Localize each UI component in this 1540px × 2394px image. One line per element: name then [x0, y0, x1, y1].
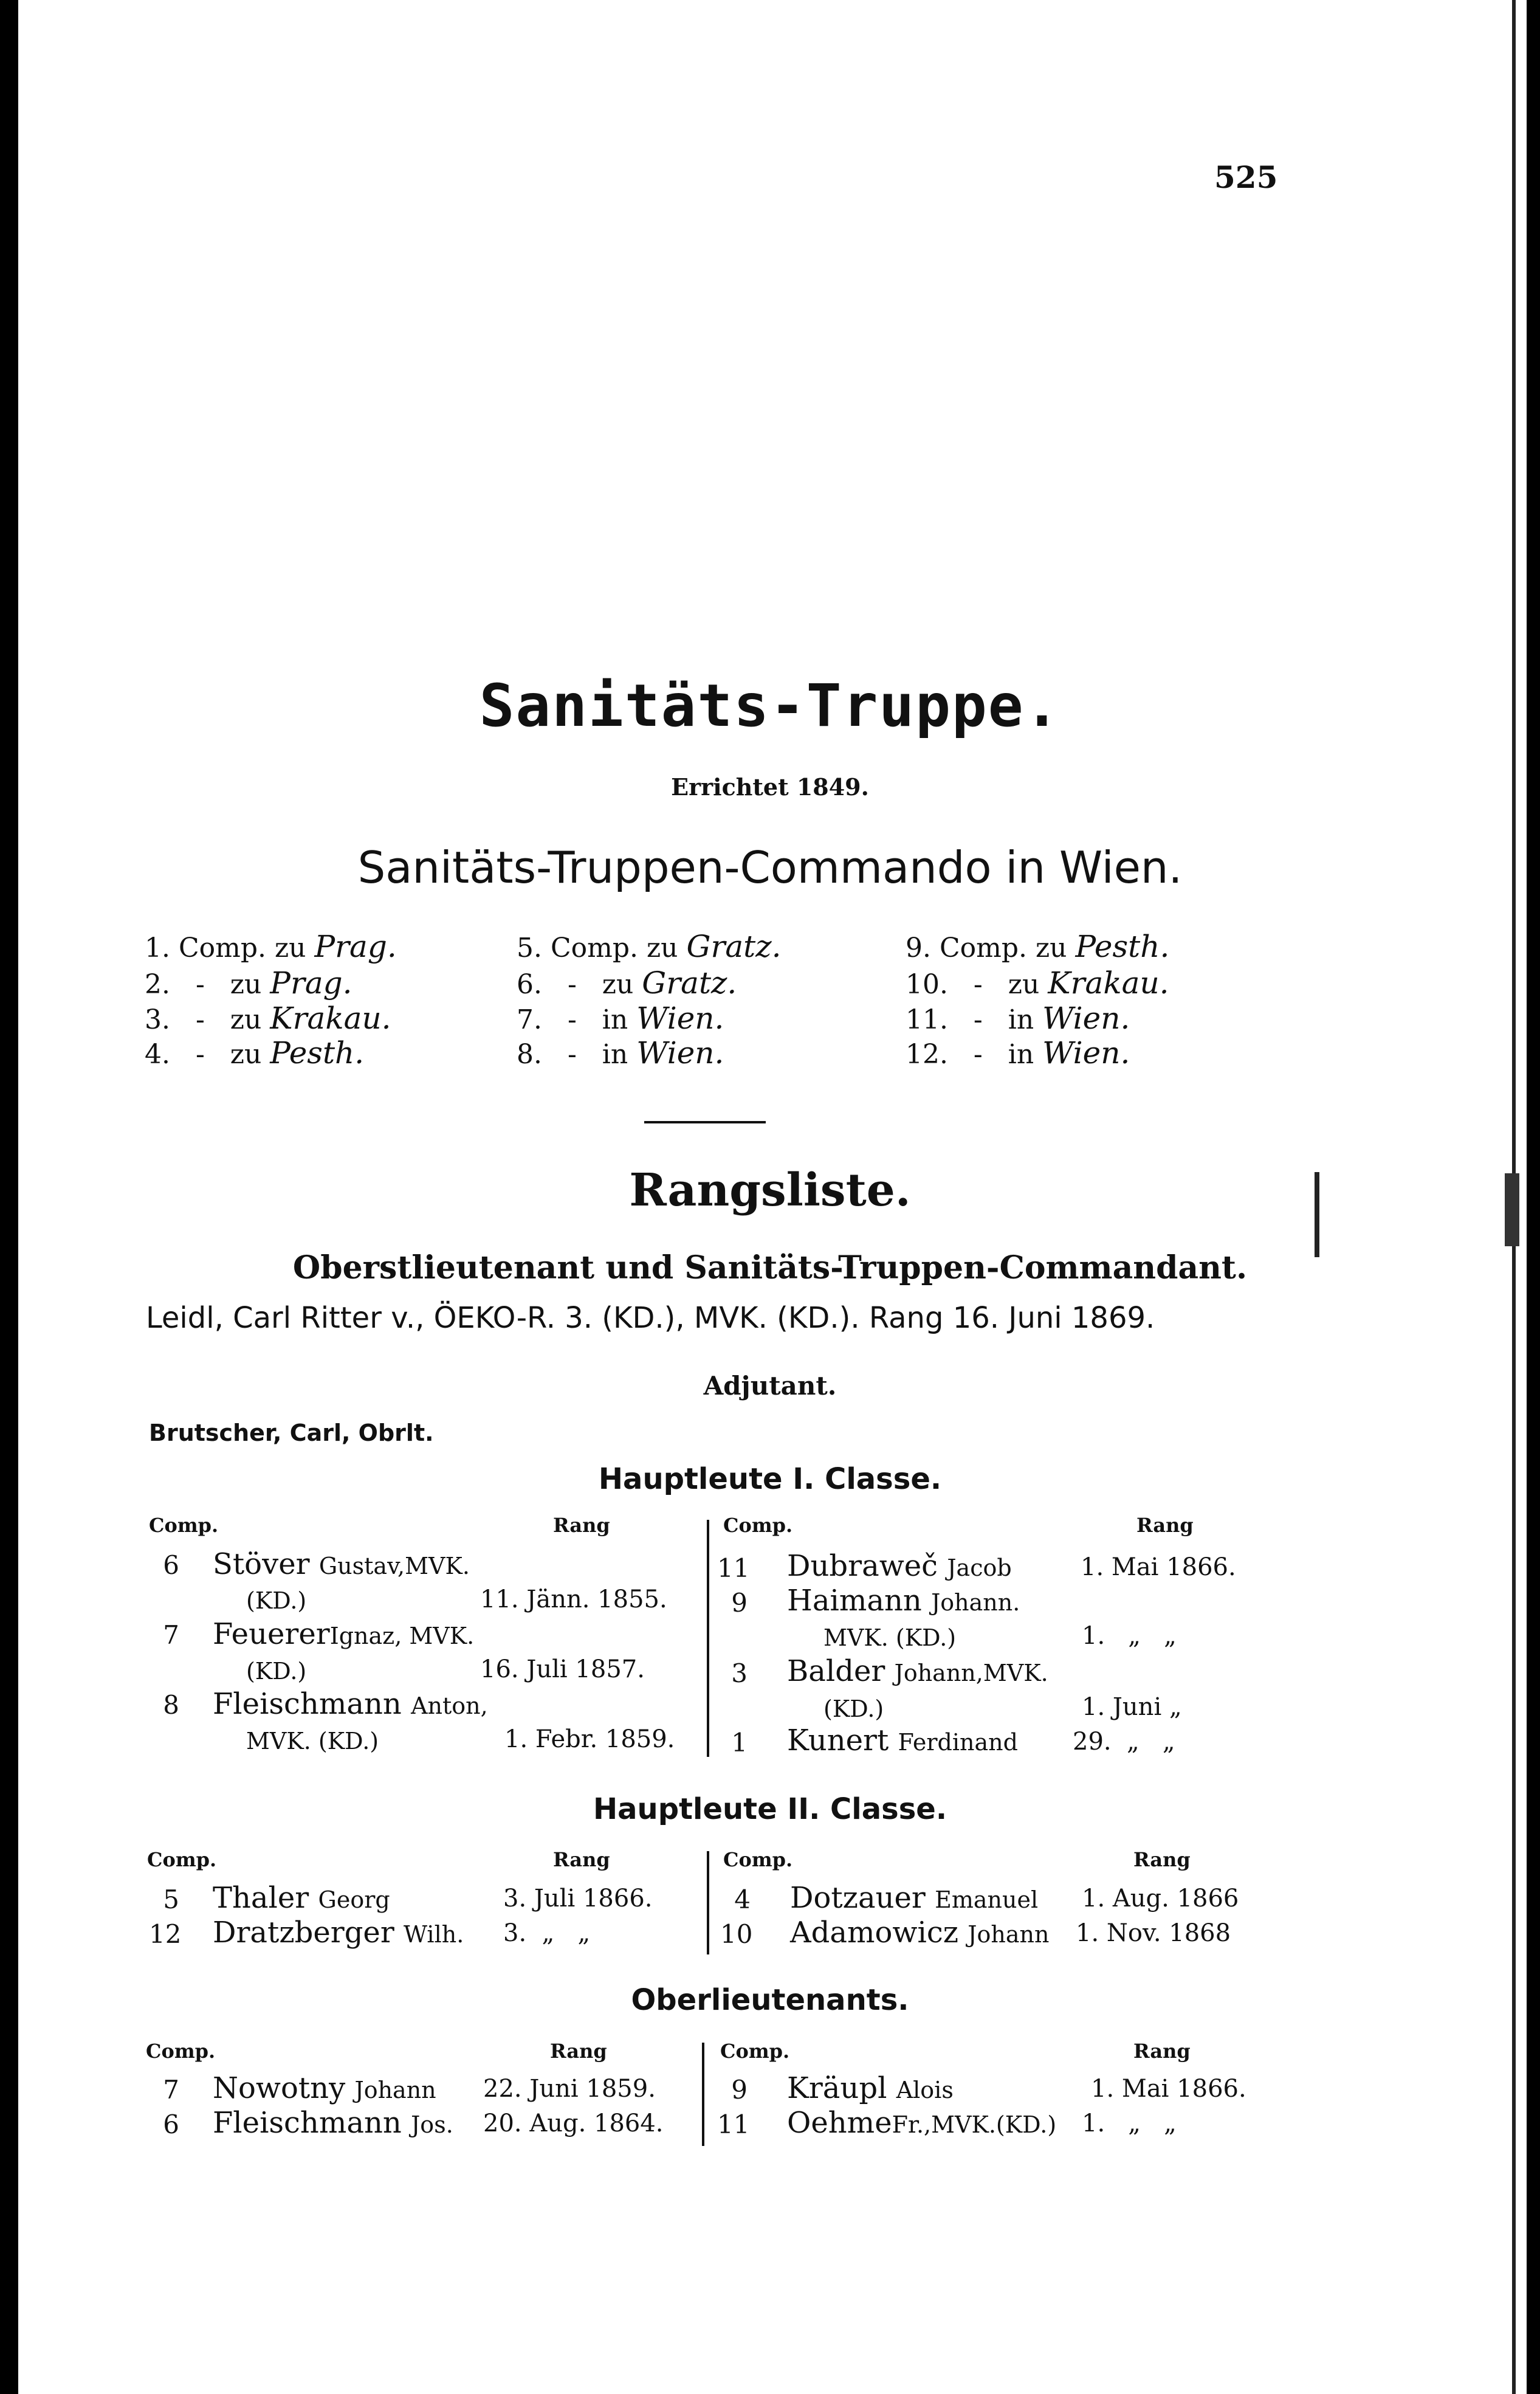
column-divider — [707, 1520, 709, 1757]
company-entry: 4. - zu Pesth. — [145, 1035, 365, 1071]
rang-column-header: Rang — [1136, 1514, 1194, 1537]
founded-note: Errichtet 1849. — [671, 773, 869, 801]
company-entry: 1. Comp. zu Prag. — [145, 929, 397, 964]
officer-name: Kunert Ferdinand — [787, 1723, 1018, 1758]
officer-name: Adamowicz Johann — [790, 1916, 1050, 1950]
rank-date: 16. Juli 1857. — [480, 1655, 645, 1683]
rank-date: 1. Mai 1866. — [1081, 1553, 1236, 1581]
company-entry: 5. Comp. zu Gratz. — [517, 929, 782, 964]
officer-name: Dratzberger Wilh. — [213, 1916, 464, 1950]
company-number: 6 — [163, 1550, 179, 1580]
company-number: 8 — [163, 1690, 179, 1720]
officer-name: Thaler Georg — [213, 1881, 390, 1915]
hauptleute-2-heading: Hauptleute II. Classe. — [593, 1792, 947, 1826]
comp-column-header: Comp. — [149, 1514, 219, 1537]
company-number: 12 — [149, 1919, 182, 1949]
column-divider — [707, 1851, 709, 1954]
company-entry: 2. - zu Prag. — [145, 965, 352, 1001]
rank-date: 3. „ „ — [503, 1919, 591, 1947]
officer-name: Fleischmann Anton, — [213, 1687, 488, 1721]
rank-date: 22. Juni 1859. — [483, 2075, 656, 2103]
rang-column-header: Rang — [553, 1848, 610, 1871]
company-number: 9 — [731, 1588, 748, 1618]
company-number: 5 — [163, 1885, 179, 1914]
rang-column-header: Rang — [1133, 1848, 1191, 1871]
rank-date: 29. „ „ — [1073, 1728, 1175, 1756]
officer-name: Kräupl Alois — [787, 2071, 954, 2105]
comp-column-header: Comp. — [720, 2040, 790, 2063]
rangsliste-heading: Rangsliste. — [629, 1164, 911, 1216]
officer-decoration: MVK. (KD.) — [823, 1624, 957, 1651]
officer-decoration: (KD.) — [246, 1587, 307, 1614]
company-entry: 11. - in Wien. — [906, 1001, 1130, 1036]
page-number: 525 — [1214, 159, 1278, 195]
section-divider — [644, 1121, 766, 1123]
company-number: 10 — [720, 1919, 753, 1949]
rank-date: 1. „ „ — [1082, 2109, 1177, 2137]
rank-date: 11. Jänn. 1855. — [480, 1585, 667, 1613]
company-number: 3 — [731, 1658, 748, 1688]
officer-name: Fleischmann Jos. — [213, 2106, 453, 2140]
rang-column-header: Rang — [553, 1514, 610, 1537]
company-number: 7 — [163, 1620, 179, 1650]
hauptleute-1-heading: Hauptleute I. Classe. — [598, 1462, 942, 1496]
officer-name: Dubraweč Jacob — [787, 1549, 1012, 1583]
adjutant-entry: Brutscher, Carl, Obrlt. — [149, 1419, 434, 1446]
officer-name: Dotzauer Emanuel — [790, 1881, 1039, 1915]
column-divider — [702, 2043, 704, 2146]
comp-column-header: Comp. — [147, 1848, 217, 1871]
adjutant-heading: Adjutant. — [703, 1371, 837, 1401]
rank-date: 3. Juli 1866. — [503, 1885, 653, 1913]
rank-date: 1. Juni „ — [1082, 1693, 1182, 1721]
company-entry: 10. - zu Krakau. — [906, 965, 1169, 1001]
company-entry: 8. - in Wien. — [517, 1035, 724, 1071]
officer-name: Nowotny Johann — [213, 2071, 436, 2105]
company-entry: 3. - zu Krakau. — [145, 1001, 391, 1036]
company-number: 1 — [731, 1728, 748, 1758]
officer-decoration: (KD.) — [246, 1658, 307, 1685]
officer-decoration: MVK. (KD.) — [246, 1728, 379, 1754]
company-number: 9 — [731, 2075, 748, 2105]
company-number: 11 — [717, 2109, 750, 2139]
company-entry: 7. - in Wien. — [517, 1001, 724, 1036]
comp-column-header: Comp. — [723, 1848, 793, 1871]
rang-column-header: Rang — [1133, 2040, 1191, 2063]
company-entry: 12. - in Wien. — [906, 1035, 1130, 1071]
company-entry: 6. - zu Gratz. — [517, 965, 737, 1001]
comp-column-header: Comp. — [146, 2040, 216, 2063]
officer-decoration: (KD.) — [823, 1695, 884, 1722]
officer-name: Stöver Gustav,MVK. — [213, 1547, 470, 1581]
officer-name: Balder Johann,MVK. — [787, 1654, 1048, 1688]
company-number: 11 — [717, 1553, 750, 1583]
rank-date: 1. Aug. 1866 — [1082, 1885, 1239, 1913]
commandant-entry: Leidl, Carl Ritter v., ÖEKO-R. 3. (KD.), MVK. (KD.). Rang 16. Juni 1869. — [146, 1301, 1155, 1335]
rank-date: 1. Mai 1866. — [1091, 2075, 1246, 2103]
officer-name: FeuererIgnaz, MVK. — [213, 1617, 475, 1651]
rank-date: 1. Febr. 1859. — [504, 1725, 675, 1753]
company-number: 4 — [734, 1885, 751, 1914]
company-entry: 9. Comp. zu Pesth. — [906, 929, 1170, 964]
company-number: 6 — [163, 2109, 179, 2139]
officer-name: OehmeFr.,MVK.(KD.) — [787, 2106, 1057, 2140]
oberlieutenants-heading: Oberlieutenants. — [631, 1983, 909, 2017]
commando-heading: Sanitäts-Truppen-Commando in Wien. — [357, 842, 1183, 893]
rang-column-header: Rang — [550, 2040, 607, 2063]
rank-date: 1. „ „ — [1082, 1622, 1177, 1650]
rank-date: 1. Nov. 1868 — [1076, 1919, 1231, 1947]
officer-name: Haimann Johann. — [787, 1584, 1020, 1618]
company-number: 7 — [163, 2075, 179, 2105]
commandant-heading: Oberstlieutenant und Sanitäts-Truppen-Commandant. — [292, 1249, 1248, 1286]
rank-date: 20. Aug. 1864. — [483, 2109, 664, 2137]
comp-column-header: Comp. — [723, 1514, 793, 1537]
page-title: Sanitäts-Truppe. — [479, 672, 1061, 740]
